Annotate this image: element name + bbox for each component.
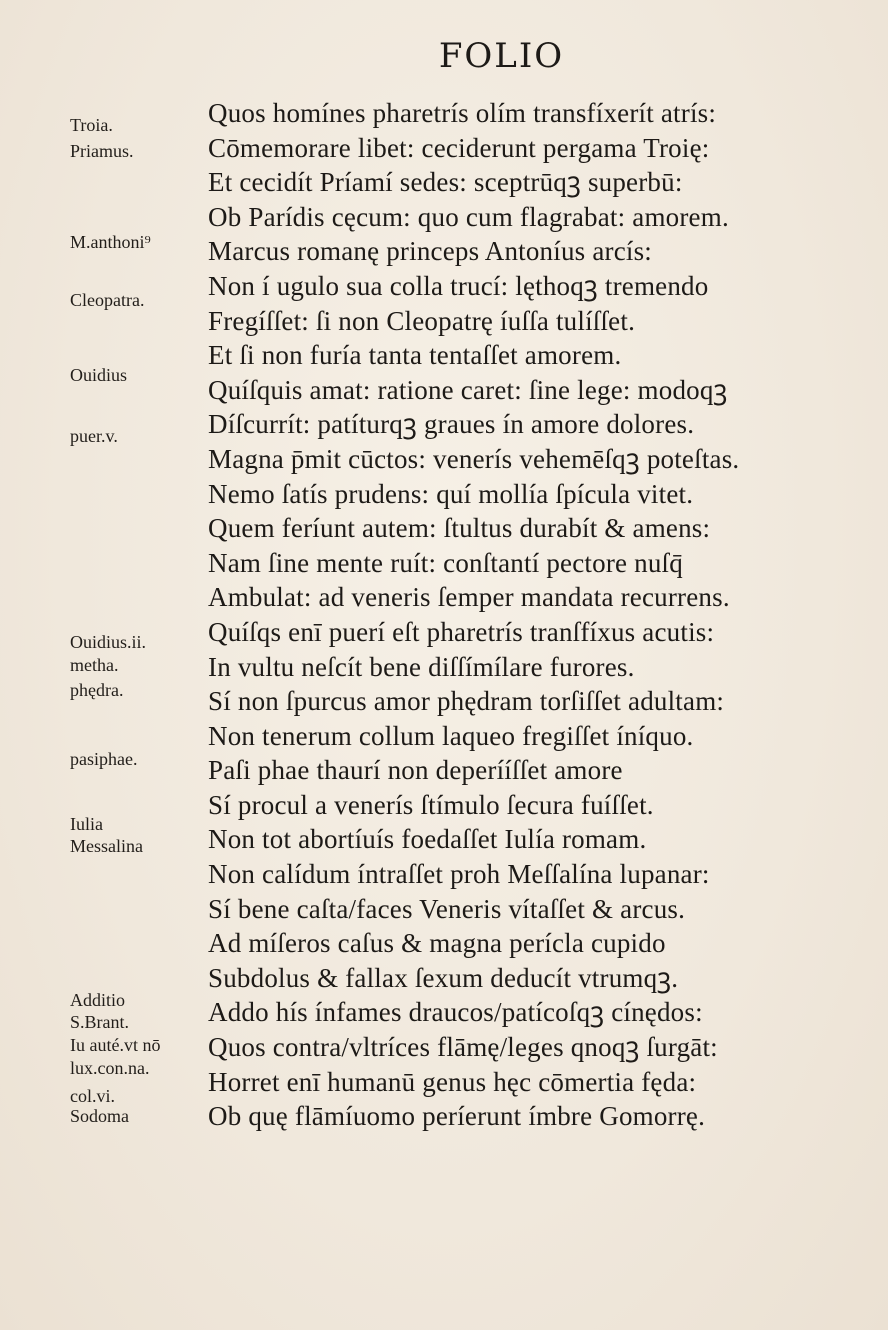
verse-line: Quos homínes pharetrís olím transfíxerít atrís: xyxy=(208,98,717,128)
margin-note: metha. xyxy=(70,655,119,675)
verse-line: Quíſquis amat: ratione caret: ſine lege: modoqꝫ xyxy=(208,374,728,405)
verse-line: Non tenerum collum laqueo fregiſſet íníquo. xyxy=(208,720,694,751)
margin-note: puer.v. xyxy=(70,426,118,446)
verse-line: Et cecidít Príamí sedes: sceptrūqꝫ superbū: xyxy=(208,167,683,198)
verse-line: Fregíſſet: ſi non Cleopatrę íuſſa tulíſſet. xyxy=(208,305,636,336)
verse-line: Quíſqs enī puerí eſt pharetrís tranſfíxus acutis: xyxy=(208,616,715,647)
verse-line: Sí non ſpurcus amor phędram torſiſſet adultam: xyxy=(208,686,725,717)
verse-line: In vultu neſcít bene diſſímílare furores. xyxy=(208,651,635,682)
verse-line: Marcus romanę princeps Antoníus arcís: xyxy=(208,236,652,267)
margin-note: Ouidius.ii. xyxy=(70,632,147,652)
verse-line: Díſcurrít: patíturqꝫ graues ín amore dolores. xyxy=(208,409,695,440)
verse-line: Et ſi non furía tanta tentaſſet amorem. xyxy=(208,340,622,371)
margin-note: lux.con.na. xyxy=(70,1058,150,1078)
verse-line: Cōmemorare libet: ceciderunt pergama Troię: xyxy=(208,132,710,163)
margin-note: S.Brant. xyxy=(70,1012,130,1032)
margin-note: M.anthoni⁹ xyxy=(70,232,151,252)
margin-note: Iulia xyxy=(70,814,103,834)
margin-note: Troia. xyxy=(70,115,113,135)
margin-note: Cleopatra. xyxy=(70,290,145,310)
verse-line: Horret enī humanū genus hęc cōmertia fęda: xyxy=(208,1066,697,1097)
verse-line: Sí bene caſta/faces Veneris vítaſſet & arcus. xyxy=(208,893,686,924)
margin-note: Messalina xyxy=(70,836,143,856)
margin-note: col.vi. xyxy=(70,1086,115,1106)
verse-line: Paſi phae thaurí non deperííſſet amore xyxy=(208,755,623,786)
verse-line: Sí procul a venerís ſtímulo ſecura fuíſſet. xyxy=(208,789,654,820)
verse-line: Ad míſeros caſus & magna perícla cupido xyxy=(208,928,666,959)
folio-heading: FOLIO xyxy=(438,36,565,76)
verse-line: Non calídum íntraſſet proh Meſſalína lupanar: xyxy=(208,859,710,890)
margin-note: Iu auté.vt nō xyxy=(70,1035,161,1055)
margin-note: Ouidius xyxy=(70,365,128,385)
verse-line: Ambulat: ad veneris ſemper mandata recurrens. xyxy=(208,582,730,613)
verse-column xyxy=(208,96,868,1134)
margin-note: Sodoma xyxy=(70,1106,130,1126)
verse-line: Subdolus & fallax ſexum deducít vtrumqꝫ. xyxy=(208,962,679,993)
margin-note: pasiphae. xyxy=(70,749,138,769)
verse-line: Ob Parídis cęcum: quo cum flagrabat: amorem. xyxy=(208,201,729,232)
verse-line: Nemo ſatís prudens: quí mollía ſpícula vitet. xyxy=(208,478,694,509)
margin-note: phędra. xyxy=(70,680,124,700)
verse-line: Nam ſine mente ruít: conſtantí pectore nuſq̄ xyxy=(208,547,683,578)
verse-line: Non í ugulo sua colla trucí: lęthoqꝫ tremendo xyxy=(208,270,709,301)
verse-line: Quem feríunt autem: ſtultus durabít & amens: xyxy=(208,513,711,544)
verse-line: Magna p̄mit cūctos: venerís vehemēſqꝫ poteſtas. xyxy=(208,443,740,474)
verse-line: Ob quę flāmíuomo períerunt ímbre Gomorrę. xyxy=(208,1101,706,1132)
verse-line: Addo hís ínfames draucos/patícoſqꝫ cínędos: xyxy=(208,997,703,1028)
margin-note: Additio xyxy=(70,990,126,1010)
verse-line: Quos contra/vltríces flāmę/leges qnoqꝫ ſurgāt: xyxy=(208,1032,718,1063)
margin-note: Priamus. xyxy=(70,141,134,161)
verse-line: Non tot abortíuís foedaſſet Iulía romam. xyxy=(208,824,647,855)
